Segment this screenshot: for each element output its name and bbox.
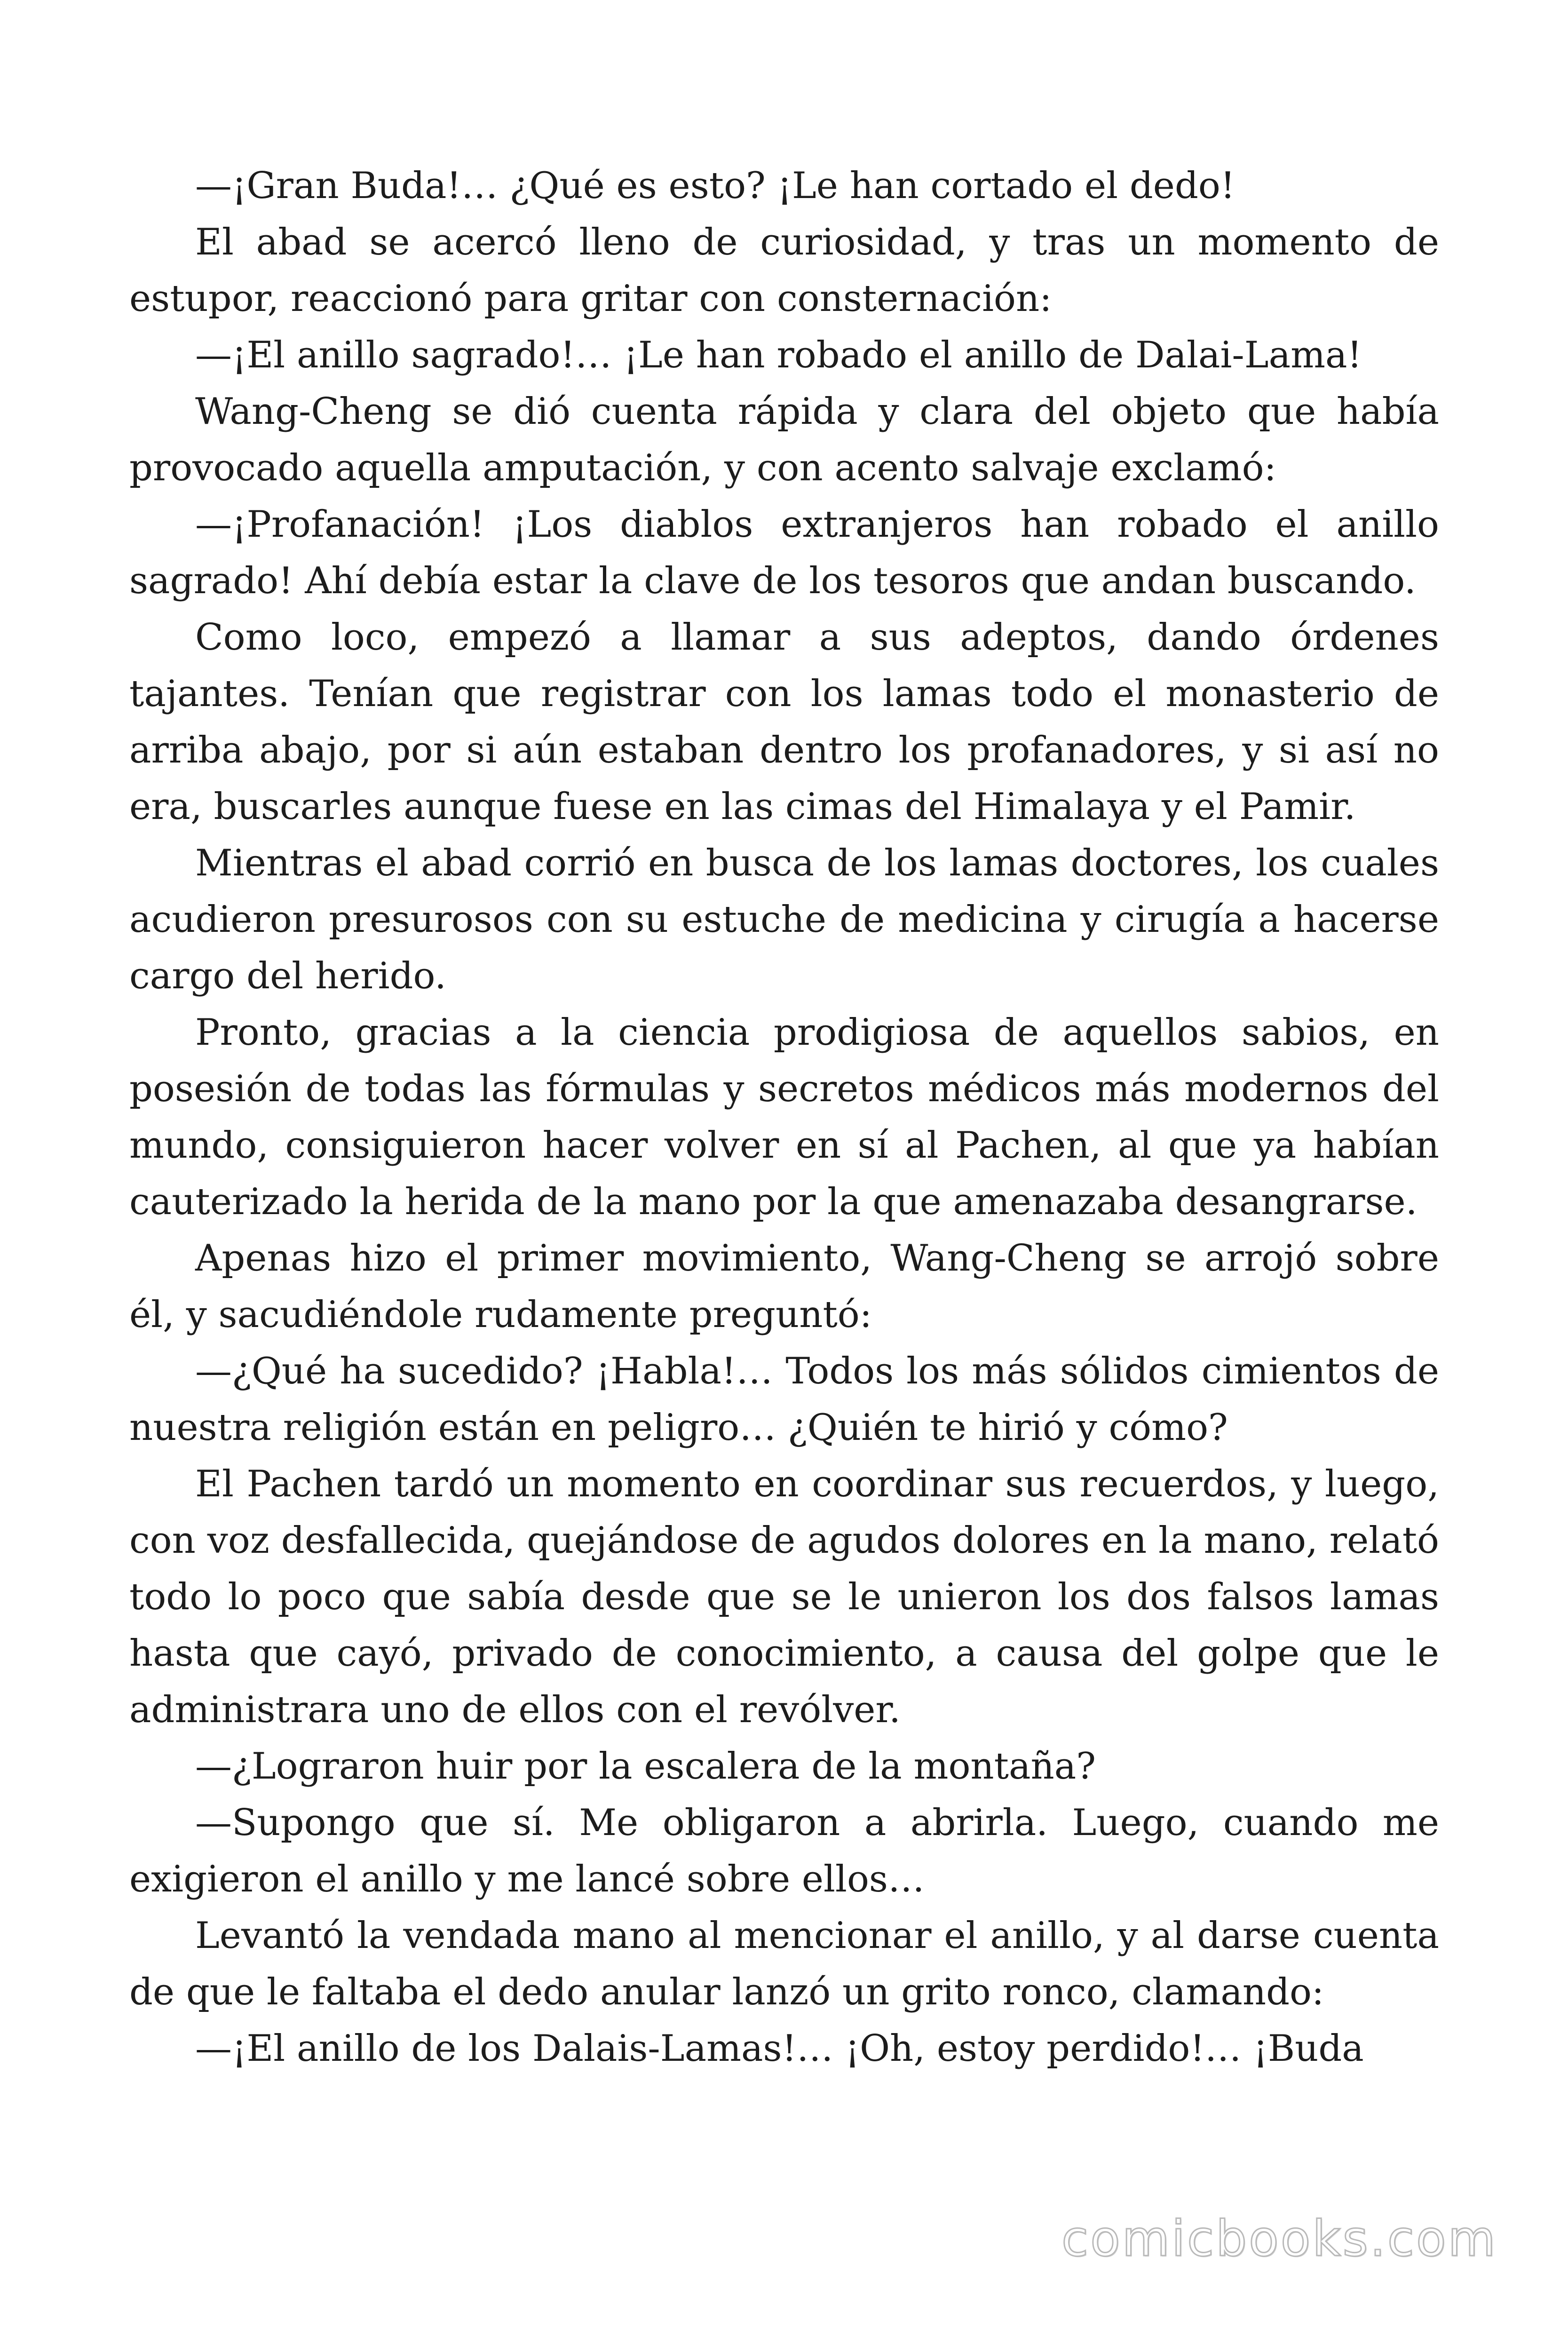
paragraph: —¡El anillo sagrado!… ¡Le han robado el anillo de Dalai-Lama! [195,334,1362,376]
paragraph: Pronto, gracias a la ciencia prodigiosa de aquellos sabios, en posesión de todas las fórmulas y secretos médicos más modernos del mundo, consiguieron hacer volver en sí al Pachen, al que ya habían cauterizado la herida de la mano por la que amenazaba desangrarse. [129,1011,1439,1223]
paragraph: Apenas hizo el primer movimiento, Wang-Cheng se arrojó sobre él, y sacudiéndole rudamente preguntó: [129,1237,1439,1336]
paragraph: —¿Lograron huir por la escalera de la montaña? [195,1745,1096,1788]
paragraph: —¡El anillo de los Dalais-Lamas!… ¡Oh, estoy perdido!… ¡Buda [195,2027,1364,2070]
paragraph: Mientras el abad corrió en busca de los lamas doctores, los cuales acudieron presurosos con su estuche de medicina y cirugía a hacerse cargo del herido. [129,842,1439,997]
paragraph: —Supongo que sí. Me obligaron a abrirla. Luego, cuando me exigieron el anillo y me lancé sobre ellos… [129,1802,1439,1900]
paragraph: El Pachen tardó un momento en coordinar sus recuerdos, y luego, con voz desfallecida, quejándose de agudos dolores en la mano, relató todo lo poco que sabía desde que se le unieron los dos falsos lamas hasta que cayó, privado de conocimiento, a causa del golpe que le administrara uno de ellos con el revólver. [129,1463,1439,1731]
paragraph: El abad se acercó lleno de curiosidad, y tras un momento de estupor, reaccionó para gritar con consternación: [129,221,1439,320]
paragraph: —¡Gran Buda!… ¿Qué es esto? ¡Le han cortado el dedo! [195,165,1235,207]
page-body [129,158,1439,2077]
paragraph: Como loco, empezó a llamar a sus adeptos, dando órdenes tajantes. Tenían que registrar con los lamas todo el monasterio de arriba abajo, por si aún estaban dentro los profanadores, y si así no era, buscarles aunque fuese en las cimas del Himalaya y el Pamir. [129,616,1439,828]
paragraph: Wang-Cheng se dió cuenta rápida y clara del objeto que había provocado aquella amputación, y con acento salvaje exclamó: [129,390,1439,489]
paragraph: —¡Profanación! ¡Los diablos extranjeros han robado el anillo sagrado! Ahí debía estar la clave de los tesoros que andan buscando. [129,503,1439,602]
watermark: comicbooks.com [1061,2210,1497,2267]
paragraph: Levantó la vendada mano al mencionar el anillo, y al darse cuenta de que le faltaba el dedo anular lanzó un grito ronco, clamando: [129,1915,1439,2013]
paragraph: —¿Qué ha sucedido? ¡Habla!… Todos los más sólidos cimientos de nuestra religión están en peligro… ¿Quién te hirió y cómo? [129,1350,1439,1449]
